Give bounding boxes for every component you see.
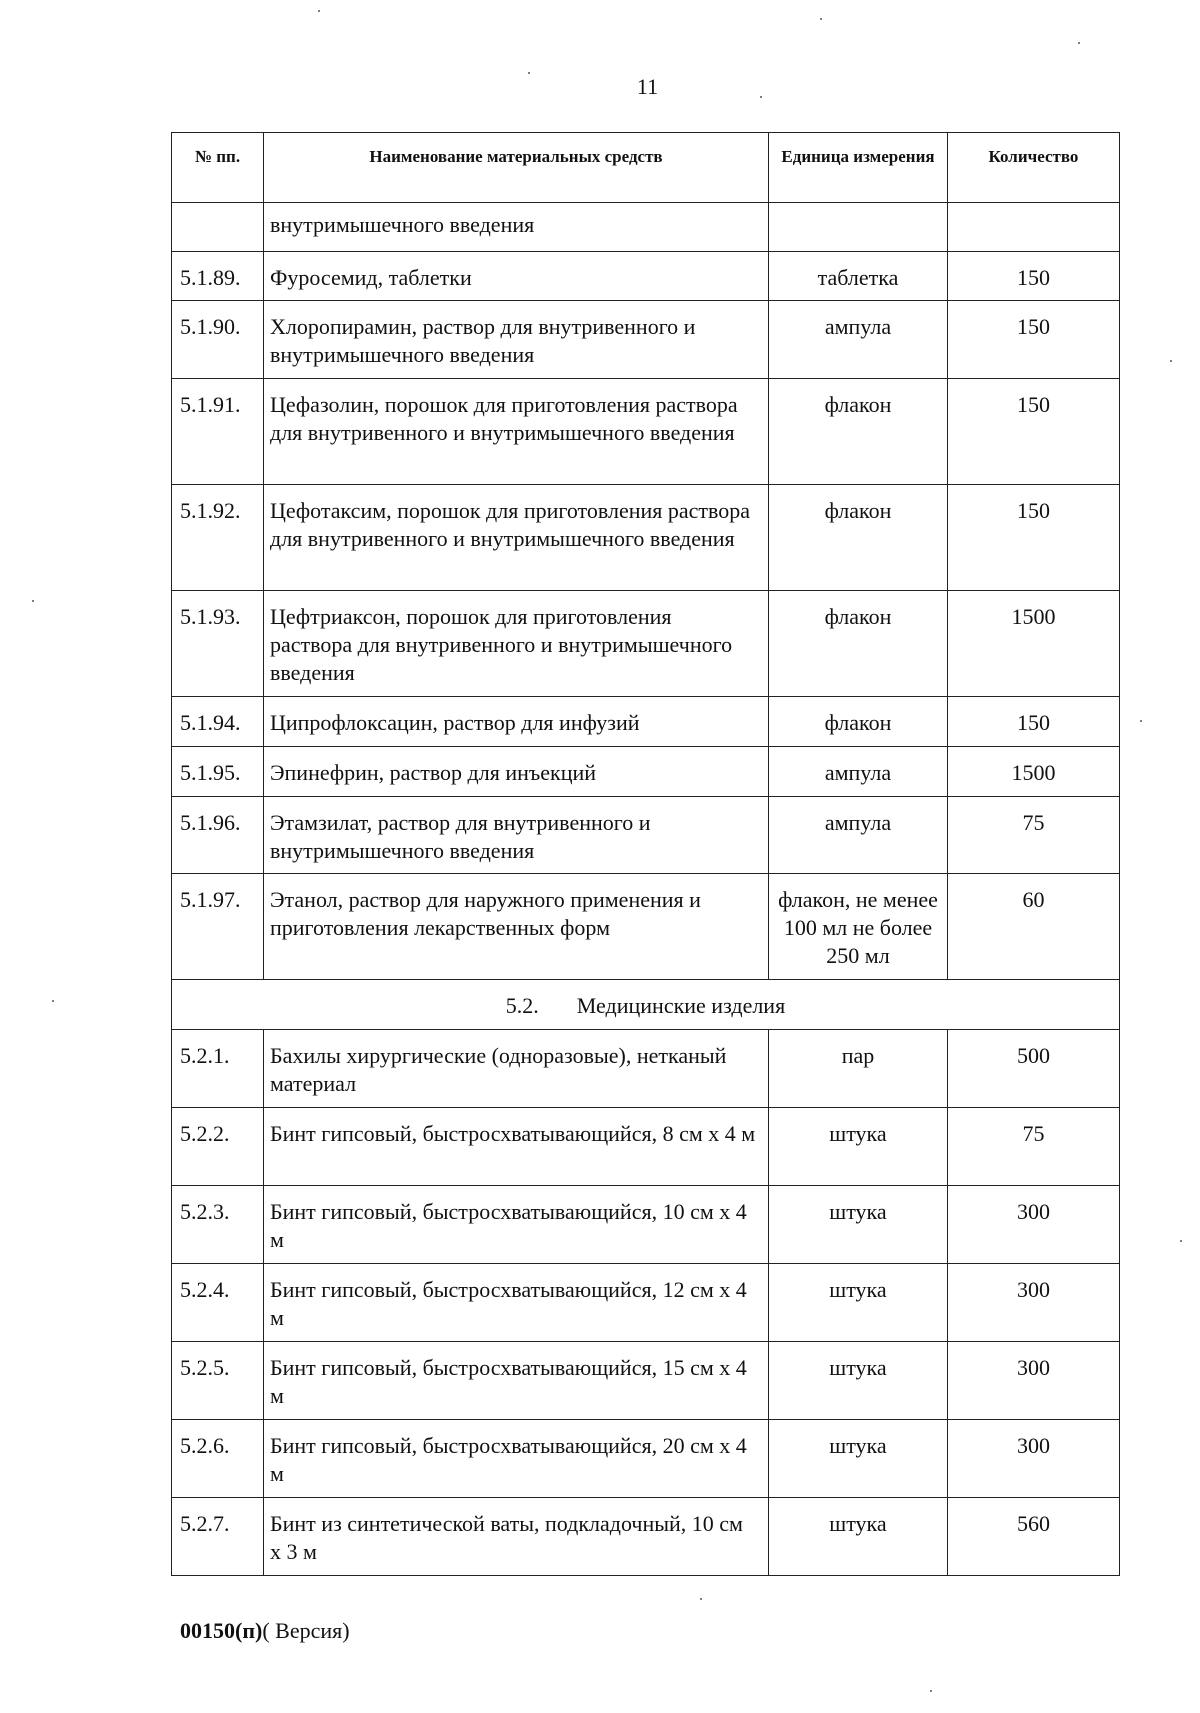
cell-unit: флакон (769, 379, 948, 485)
cell-qty: 1500 (948, 591, 1120, 697)
cell-num: 5.1.91. (172, 379, 264, 485)
section-title: Медицинские изделия (576, 993, 786, 1018)
cell-name: Бинт гипсовый, быстросхватывающийся, 20 см x 4 м (264, 1420, 769, 1498)
cell-num: 5.1.90. (172, 301, 264, 379)
scan-speck (930, 1690, 932, 1692)
cell-unit: флакон (769, 485, 948, 591)
cell-num: 5.2.6. (172, 1420, 264, 1498)
table-row (172, 747, 1120, 797)
cell-num: 5.1.97. (172, 874, 264, 980)
scan-speck (1170, 360, 1172, 362)
cell-unit: штука (769, 1108, 948, 1186)
section-number: 5.2. (505, 993, 539, 1018)
scan-speck (1140, 720, 1142, 722)
header-num: № пп. (172, 133, 264, 203)
cell-unit: штука (769, 1420, 948, 1498)
cell-num: 5.2.5. (172, 1342, 264, 1420)
cell-name: Цефотаксим, порошок для приготовления раствора для внутривенного и внутримышечного введения (264, 485, 769, 591)
cell-unit: таблетка (769, 252, 948, 301)
cell-qty: 150 (948, 301, 1120, 379)
cell-num: 5.2.4. (172, 1264, 264, 1342)
table-row (172, 1030, 1120, 1108)
page-number: 11 (636, 74, 659, 99)
scan-speck (1078, 42, 1080, 44)
cell-num: 5.1.93. (172, 591, 264, 697)
cell-name: Бинт гипсовый, быстросхватывающийся, 12 см x 4 м (264, 1264, 769, 1342)
cell-num: 5.2.7. (172, 1498, 264, 1576)
table-row (172, 874, 1120, 980)
table-row (172, 697, 1120, 747)
cell-qty (948, 203, 1120, 252)
table-row (172, 301, 1120, 379)
cell-name: Цефазолин, порошок для приготовления раствора для внутривенного и внутримышечного введения (264, 379, 769, 485)
cell-num: 5.1.92. (172, 485, 264, 591)
cell-name: Бинт гипсовый, быстросхватывающийся, 10 см x 4 м (264, 1186, 769, 1264)
table-row (172, 1498, 1120, 1576)
document-version: ( Версия) (262, 1618, 350, 1643)
cell-name: Этанол, раствор для наружного применения и приготовления лекарственных форм (264, 874, 769, 980)
cell-num: 5.1.96. (172, 797, 264, 874)
table-row (172, 797, 1120, 874)
scan-speck (32, 600, 34, 602)
table-row (172, 1186, 1120, 1264)
cell-qty: 150 (948, 379, 1120, 485)
cell-name: Этамзилат, раствор для внутривенного и внутримышечного введения (264, 797, 769, 874)
table-row (172, 1108, 1120, 1186)
cell-unit: ампула (769, 301, 948, 379)
cell-unit: флакон (769, 697, 948, 747)
cell-unit: штука (769, 1264, 948, 1342)
cell-num: 5.1.94. (172, 697, 264, 747)
section-row (172, 980, 1120, 1030)
cell-qty: 75 (948, 1108, 1120, 1186)
cell-name: Бинт гипсовый, быстросхватывающийся, 8 см x 4 м (264, 1108, 769, 1186)
cell-unit: флакон (769, 591, 948, 697)
table-row (172, 1420, 1120, 1498)
scan-speck (760, 96, 762, 98)
cell-qty: 300 (948, 1342, 1120, 1420)
cell-qty: 60 (948, 874, 1120, 980)
scan-speck (528, 72, 530, 74)
cell-unit (769, 203, 948, 252)
table-row (172, 485, 1120, 591)
cell-qty: 150 (948, 485, 1120, 591)
cell-name: внутримышечного введения (264, 203, 769, 252)
section-heading (172, 980, 1120, 1030)
cell-num: 5.2.1. (172, 1030, 264, 1108)
document-footer (180, 1618, 350, 1644)
cell-name: Бинт из синтетической ваты, подкладочный, 10 см x 3 м (264, 1498, 769, 1576)
cell-name: Бахилы хирургические (одноразовые), нетканый материал (264, 1030, 769, 1108)
cell-qty: 150 (948, 697, 1120, 747)
cell-num: 5.2.2. (172, 1108, 264, 1186)
table-body-section (172, 980, 1120, 1030)
scan-speck (700, 1598, 702, 1600)
cell-name: Ципрофлоксацин, раствор для инфузий (264, 697, 769, 747)
cell-unit: пар (769, 1030, 948, 1108)
cell-name: Эпинефрин, раствор для инъекций (264, 747, 769, 797)
cell-num (172, 203, 264, 252)
document-code: 00150(п) (180, 1618, 263, 1643)
cell-qty: 300 (948, 1420, 1120, 1498)
table-row (172, 379, 1120, 485)
table-row (172, 1264, 1120, 1342)
cell-qty: 500 (948, 1030, 1120, 1108)
cell-qty: 560 (948, 1498, 1120, 1576)
cell-qty: 300 (948, 1186, 1120, 1264)
table-row-continued (172, 203, 1120, 252)
scan-speck (1180, 1240, 1182, 1242)
header-qty: Количество (948, 133, 1120, 203)
cell-name: Хлоропирамин, раствор для внутривенного и внутримышечного введения (264, 301, 769, 379)
table-body-devices (172, 1030, 1120, 1576)
scan-speck (318, 10, 320, 12)
table-row (172, 1342, 1120, 1420)
cell-name: Бинт гипсовый, быстросхватывающийся, 15 см x 4 м (264, 1342, 769, 1420)
cell-name: Фуросемид, таблетки (264, 252, 769, 301)
materials-table (171, 132, 1120, 1576)
header-unit: Единица измерения (769, 133, 948, 203)
header-name: Наименование материальных средств (264, 133, 769, 203)
cell-unit: штука (769, 1186, 948, 1264)
scan-speck (52, 1000, 54, 1002)
cell-name: Цефтриаксон, порошок для приготовления раствора для внутривенного и внутримышечного введения (264, 591, 769, 697)
cell-qty: 1500 (948, 747, 1120, 797)
cell-unit: флакон, не менее 100 мл не более 250 мл (769, 874, 948, 980)
cell-qty: 300 (948, 1264, 1120, 1342)
cell-qty: 75 (948, 797, 1120, 874)
cell-unit: штука (769, 1342, 948, 1420)
cell-qty: 150 (948, 252, 1120, 301)
table-header-row (172, 133, 1120, 203)
cell-unit: ампула (769, 747, 948, 797)
table-row (172, 591, 1120, 697)
cell-num: 5.2.3. (172, 1186, 264, 1264)
table-body-medicines (172, 203, 1120, 980)
cell-num: 5.1.95. (172, 747, 264, 797)
scan-speck (820, 18, 822, 20)
cell-unit: штука (769, 1498, 948, 1576)
cell-unit: ампула (769, 797, 948, 874)
table-row (172, 252, 1120, 301)
cell-num: 5.1.89. (172, 252, 264, 301)
